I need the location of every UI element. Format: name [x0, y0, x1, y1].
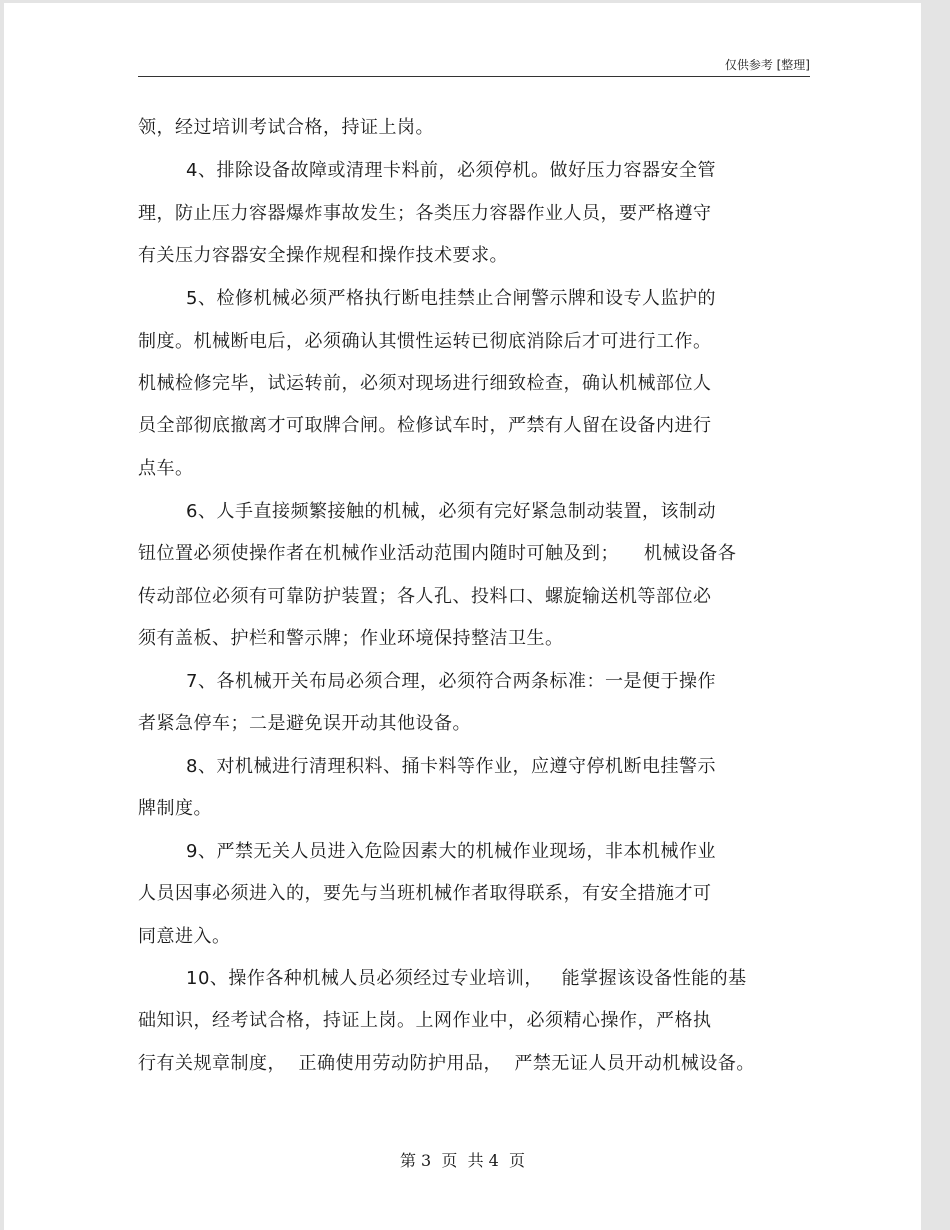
text-line: 4、排除设备故障或清理卡料前，必须停机。做好压力容器安全管	[186, 160, 716, 181]
text-line: 机械检修完毕，试运转前，必须对现场进行细致检查，确认机械部位人	[138, 373, 712, 394]
text-line: 牌制度。	[138, 798, 212, 819]
text-line: 理，防止压力容器爆炸事故发生；各类压力容器作业人员，要严格遵守	[138, 203, 712, 224]
text-line: 同意进入。	[138, 926, 231, 947]
text-line: 有关压力容器安全操作规程和操作技术要求。	[138, 245, 508, 266]
header-divider	[138, 76, 810, 77]
document-page	[4, 3, 921, 1230]
text-line: 须有盖板、护栏和警示牌；作业环境保持整洁卫生。	[138, 628, 564, 649]
text-line: 7、各机械开关布局必须合理，必须符合两条标准：一是便于操作	[186, 671, 716, 692]
text-line: 者紧急停车；二是避免误开动其他设备。	[138, 713, 471, 734]
text-line: 行有关规章制度， 正确使用劳动防护用品， 严禁无证人员开动机械设备。	[138, 1053, 755, 1074]
text-line: 人员因事必须进入的，要先与当班机械作者取得联系，有安全措施才可	[138, 883, 712, 904]
text-line: 传动部位必须有可靠防护装置；各人孔、投料口、螺旋输送机等部位必	[138, 586, 712, 607]
text-line: 9、严禁无关人员进入危险因素大的机械作业现场，非本机械作业	[186, 841, 716, 862]
text-line: 5、检修机械必须严格执行断电挂禁止合闸警示牌和设专人监护的	[186, 288, 716, 309]
header-note: 仅供参考 [整理]	[724, 58, 810, 72]
text-line: 制度。机械断电后，必须确认其惯性运转已彻底消除后才可进行工作。	[138, 331, 712, 352]
text-line: 10、操作各种机械人员必须经过专业培训， 能掌握该设备性能的基	[186, 968, 747, 989]
text-line: 础知识，经考试合格，持证上岗。上网作业中，必须精心操作，严格执	[138, 1010, 712, 1031]
page-number: 第 3 页 共 4 页	[399, 1151, 526, 1170]
text-line: 钮位置必须使操作者在机械作业活动范围内随时可触及到； 机械设备各	[138, 543, 737, 564]
text-line: 6、人手直接频繁接触的机械，必须有完好紧急制动装置，该制动	[186, 501, 716, 522]
text-line: 8、对机械进行清理积料、捅卡料等作业，应遵守停机断电挂警示	[186, 756, 716, 777]
text-line: 员全部彻底撤离才可取牌合闸。检修试车时，严禁有人留在设备内进行	[138, 415, 712, 436]
text-line: 点车。	[138, 458, 194, 479]
text-line: 领，经过培训考试合格，持证上岗。	[138, 117, 434, 138]
